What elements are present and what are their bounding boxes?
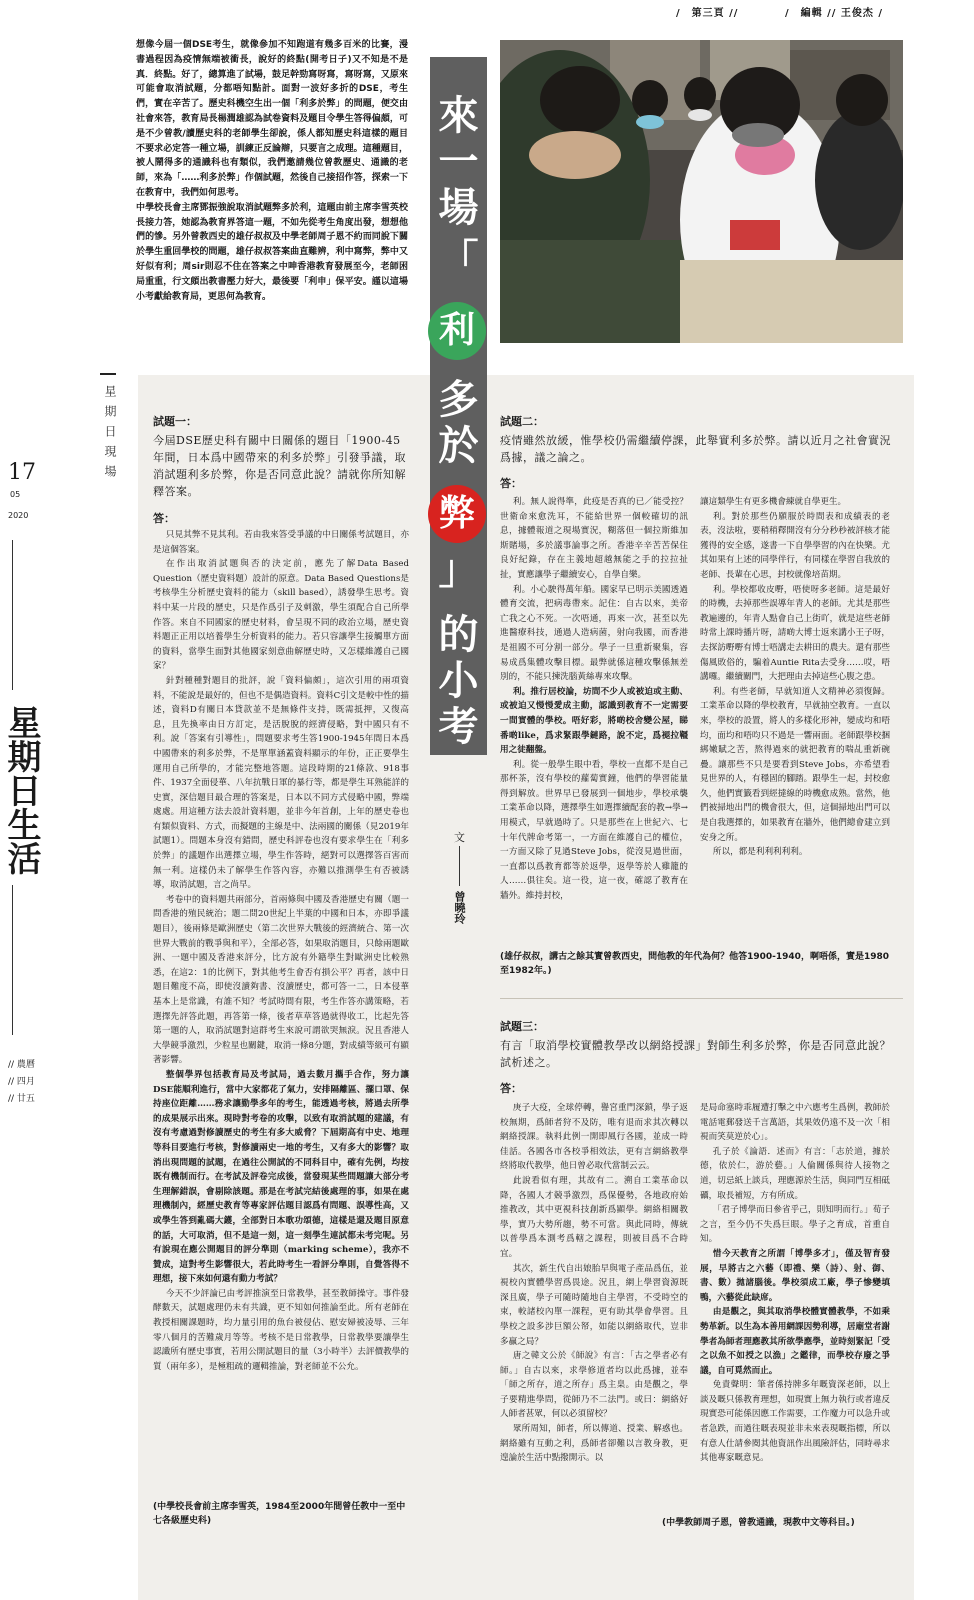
date-month: 05 bbox=[10, 490, 21, 499]
q1-credit: (中學校長會前主席李雪英，1984至2000年間曾任教中一至中七各級歷史科) bbox=[153, 1502, 406, 1526]
headline-red-circle: 弊 bbox=[428, 485, 486, 543]
headline-char: 多 bbox=[438, 376, 479, 423]
q2-title: 試題二： bbox=[500, 415, 544, 428]
exam-hall-photo bbox=[500, 40, 903, 343]
q3-title: 試題三： bbox=[500, 1020, 544, 1033]
q3-answer-label: 答： bbox=[500, 1082, 522, 1095]
sidebar-rule-top bbox=[12, 540, 13, 690]
exam-hall-illustration bbox=[500, 40, 903, 343]
headline-char: 小 bbox=[438, 657, 479, 704]
date-year: 2020 bbox=[8, 511, 29, 520]
q2-credit: (雄仔叔叔，講古之餘其實曾教西史，問他教的年代為何？他答1900-1940，啊唔係，實是1980至1982年。) bbox=[500, 952, 889, 976]
date-day: 17 bbox=[8, 460, 36, 485]
page-number: / 第三頁 // bbox=[676, 8, 739, 19]
q1-answer-body: 只見其弊不見其利。若由我來答受爭議的中日關係考試題目，亦是這個答案。 在作出取消試題與否的決定前，應先了解Data Based Question（歷史資料題）設計的原意。Data Based Questions是考核學生分析歷史資料的能力（skill based），誘發學生思考。資料中某一片段的歷史，只是作爲引子及刺激，學生須配合自己所學作答。來自不同國家的歷史材料，會呈現不同的政治立場，歷史資料題正正用以培養學生分析資料的能力。若只容讓學生接觸單方面的資料，當學生面對其他國家刻意曲解歷史時，又怎樣維護自己國家？ 針對種種對題目的批評，說「資料偏頗」，這次引用的兩項資料，不能說是最好的，但也不是偶造資料。資料C引文是較中性的描述，資料D有關日本貸款並不是無條件支持，既需抵押，又復高息，且先換率由日方訂定，是活脫脫的經濟侵略，對中國只有不利。說「答案有引導性」，問題要求考生答1900-1945年間日本爲中國帶來的利多於弊，不是單單涵蓋資料顯示的年份，正正要學生運用自己所學的，才能完整地答題。這段時期的21條款、918事件、1937全面侵華、八年抗戰日軍的暴行等，都是學生耳熟能詳的史實，深信題目最合理的答案是，日本以不同方式侵略中國，弊端處處。用這種方法去設計資料題，並非今年首創，上年的歷史卷也有類似資料、方式，而擬題的主線是中、法兩國的關係（見2019年試題1）。問題本身沒有錯問，歷史科評卷也沒有要求學生在「利多於弊」的議題作出選擇立場，學生作答時，絕對可以選擇答百害而無一利。這樣仍未了解學生作答內容，亦難以推測學生有否被誘導，取消試題，言之尚早。 考卷中的資料題共兩部分，首兩條與中國及香港歷史有關（題一問香港的殖民統治；題二問20世紀上半葉的中國和日本，亦即爭議題目），後兩條是歐洲歷史（第二次世界大戰後的經濟統合、第一次世界大戰前的戰爭與和平），全部必答，如果取消題目，只餘兩題歐洲、一題中國及香港來評分，比方說有外籍學生對歐洲史比較熟悉，在這2：1的比例下，對其他考生會否有損公平？再者，該中日題目難度不高，即使沒讀夠書、沒讀歷史，都可答一二，日本侵華基本上是常識，有誰不知？考試時間有限，考生作答亦講策略，若選擇先評答此題，再答第一條，後者草草答過就得收工，比起先答第一題的人，取消試題對這群考生來說可謂欲哭無淚。況且香港人大學競爭激烈，少粒星也關鍵，取消一條8分題，對成績等級可有顯著影響。 整個學界包括教育局及考試局，過去數月攜手合作，努力讓DSE能順利進行，當中大家都花了氣力，安排隔離區、擺口罩、保持座位距離……務求讓勤學多年的考生，能透過考核，將過去所學的成果展示出來。現時對考卷的攻擊，以致有取消試題的建議，有沒有考慮過對修讀歷史的考生有多大威脅？下屆期高有中史、地理等科目要進行考核，對修讀兩史一地的考生，又有多大的影響？取消出現問題的試題，在過往公開試的不同科目中，確有先例，均按既有機制而行。在考試及評卷完成後，當發現某些問題讓大部分考生理解錯誤，會剔除該題。那是在考試完結後處理的事，如果在處理機制內，經歷史教育等專家評估題目認爲有問題、誤導性高，又或學生答到亂碼大鑊，全部對日本歌功頌德，這樣是還及題目原意的話，大可取消，但不是這一刻，這一刻學生連試都未考完呢。另有說現在應公開題目的評分準則（marking scheme），我亦不贊成，這對考生影響很大，若此時考生一看評分準則，自覺答得不理想，接下來如何還有動力考試？ 今天不少評論已由考評推演至日常教學，甚至教師操守。事件發酵數天，試題處理仍未有共識，更不知如何推論至此。所有老師在教授相關課題時，均力量引用的魚台被侵佔、慰安婦被凌辱、三年零八個月的苦難歲月等等。考核不是日常教學，日常教學要讓學生認識所有歷史事實，若用公開試題目的量（3小時半）去評價教學的質（兩年多），是極粗疏的邏輯推論，對老師並不公允。 bbox=[153, 530, 409, 1372]
q1-answer-label: 答： bbox=[153, 512, 175, 525]
q2-answer-label: 答： bbox=[500, 477, 522, 490]
q2-answer-col1: 利。無人說得準，此疫是否真的已／能受控？世衛命來愈洗耳，不能給世界一個較確切的訊息，據體報道之現場實況，糊落但一個拉斯維加斯賭場，多於議事論事之所。香港辛辛苦苦保住良好紀錄，存在主義地超越無能之手的拉拉扯扯，實應讓學子繼續安心，自學自樂。 利。小心駛得萬年船。國家早已明示美國透過體育交流，把病毒帶來。記住：自古以來，美帝亡我之心不死。一次唔通，再來一次，甚至以先進醫療科技，通過人造病菌，射向我國，而香港是祖國不可分割一部分。學子一旦重新聚集，容易成爲集體攻擊目標。最弊就係這種攻擊係無差別的，不能只揀洗腦黃絲專來攻擊。 利。推行居校論，坊間不少人或被迫或主動、或被迫又慢慢愛成主動，認識到教育不一定需要一間實體的學校。唔好彩，將啲校舍變公屋，睇番啲like，爲求緊跟學鏈路，說不定，爲褪拉韁用之徒翻盤。 利。從一般學生眼中看，學校一直都不是自己那杯茶，沒有學校的蘿蔔實鐘，他們的學習能量得到解放。世界早已發展到一個地步，學校承襲工業革命以降，選擇學生如選擇續配套的教→學→用模式，早就過時了。只是那些在上世紀六、七十年代牌命考第一，一方面在維護自己的權位，一方面又除了見過Steve Jobs，從沒見過世面，一直都以爲教育都等於返學，返學等於人雞籠的人……俱往矣。這一役，這一夜，確認了教育在牆外。維持封校， bbox=[500, 497, 688, 902]
headline-char: 來 bbox=[438, 92, 479, 139]
section-divider bbox=[500, 998, 903, 999]
headline-char: 」 bbox=[438, 546, 479, 593]
q3-question: 有言「取消學校實體教學改以網絡授課」對師生利多於弊，你是否同意此說？試析述之。 bbox=[500, 1039, 891, 1069]
q3-credit: (中學教師周子恩，曾教通識，現教中文等科目。) bbox=[662, 1518, 855, 1528]
q1-title: 試題一： bbox=[153, 415, 197, 428]
q2-question: 疫情雖然放緩，惟學校仍需繼續停課，此舉實利多於弊。請以近月之社會實況爲據，議之論之。 bbox=[500, 434, 891, 464]
editor-credit: / 編輯 // 王俊杰 / bbox=[785, 8, 884, 19]
headline-char: 考 bbox=[438, 703, 479, 750]
headline-char: 場 bbox=[438, 184, 479, 231]
headline-green-circle: 利 bbox=[428, 302, 486, 360]
weekday-label: 星期日現場 bbox=[103, 385, 117, 485]
q1-question: 今屆DSE歷史科有關中日關係的題目「1900-45年間，日本爲中國帶來的利多於弊」引發爭議，取消試題利多於弊，你是否同意此說？請就你所知解釋答案。 bbox=[153, 434, 406, 498]
section-title: 星期日生活 bbox=[1, 705, 41, 875]
sidebar-rule-bottom bbox=[12, 885, 13, 1035]
author-label: 文 bbox=[454, 831, 465, 844]
intro-text: 想像今屆一個DSE考生，就像參加不知跑道有幾多百米的比賽，漫書過程因為疫情無端被衝長，說好的終點(開考日子)又不知是不是真．終點。好了，總算進了試場，鼓足幹勁寫呀寫，寫呀寫，又原來可能會取消試題，分都唔知點計。面對一波好多折的DSE，考生們，實在辛苦了。歷史科機空生出一個「利多於弊」的問題，便交由社會來答，教育局長楊潤雄認為試卷資料及題目令學生答得偏頗，可是不少曾教/讀歷史科的老師學生卻說，係人都知歷史科這樣的題目不要求必定答一種立場，訓練正反論辯，只要言之成理。這種題目，被人鬧得多的通識科也有類似，我們邀請幾位曾教歷史、通識的老師，來為「……利多於弊」作個試題，然後自己接招作答，探索一下在教育中，我們如何思考。 中學校長會主席鄧振強說取消試題弊多於利，這題由前主席李雪英校長接力答，她認為教育界答這一題，不如先從考生角度出發，想想他們的慘。另外曾教西史的雄仔叔叔及中學老師周子恩不約而同說下關於學生重回學校的問題，雄仔叔叔答案曲直難辨，利中寫弊，弊中又好似有利；周sir則忍不住在答案之中呻香港教育發展至今，老師困局重重，行文頗出教書壓力好大，最後要「利申」保平安。謹以這場小考獻給教育局，更思何為教育。 bbox=[136, 40, 408, 302]
headline-banner bbox=[430, 57, 487, 755]
weekday-rule bbox=[100, 373, 116, 375]
author-rule bbox=[459, 846, 460, 886]
q3-answer-col1: 庚子大疫，全球停轉，譽宮重門深鎖，學子返校無期，爲師者狩不及防，唯有退而求其次轉以網絡授課。執料此例一開即風行各國，並成一時佳話。各國各市各校爭相效法，更有言網絡教學終將取代教學，他日曾必取代當制云云。 此說看似有理，其故有二。溯自工業革命以降，各國人才競爭激烈，爲保優勢，各地政府始推教改，其中更視科技創新爲顯學。網絡相關教學，實乃大勢所趨，勢不可當。與此同時，傳統以普學爲本測考爲轄之課程，則被目爲不合時宜。 其次，新生代自出娘胎早與電子產品爲伍，並視校內實體學習爲畏途。況且，網上學習資源既深且廣，學子可隨時隨地自主學習，不受時空的束，較諸校內單一課程，更有助其學會學習。且學校之設多涉巨額公帑，如能以網絡取代，豈非多贏之局？ 唐之韓文公於《師說》有言：「古之學者必有師。」自古以來，求學修道者均以此爲據，並奉「師之所存，道之所存」爲主臬。由是觀之，學子要精進學問，從師乃不二法門。或曰：網絡好人師者甚眾，何以必須留校？ 眾所周知，師者，所以傳道、授業、解惑也。網絡雖有互動之利，爲師者卻難以言教身教，更遑論於生活中點撥開示。以 bbox=[500, 1103, 688, 1464]
headline-char: 「 bbox=[438, 236, 479, 283]
lunar-date: // 農曆 // 四月 // 廿五 bbox=[8, 1060, 35, 1104]
author-name: 曾曉玲 bbox=[453, 891, 466, 924]
headline-char: 於 bbox=[438, 422, 479, 469]
q2-answer-col2: 讓這類學生有更多機會練就自學更生。 利。對於那些仍願服於時間表和成績表的老表，沒法啦，要稍稍釋開沒有分分秒秒被評核才能獲得的安全感，遂書一下自學學習的內在快樂。尤其如果有上述的同學伴行，有同樣在學習自我放的老師、長輩在心思，封校就像培苗期。 利。學校都收皮嘢，唔使呀多老師。這是最好的時機，去掉那些誤導年青人的老師。尤其是那些教遍邊的，年青人點會自己上街吖，就是這些老師時常上課時播片呀，請啲大博士返來講小王子呀，去探訪嘢嘢有博士唔講走去耕田的農夫。還有那些傷風敗俗的，騙着Auntie Rita去受身……哎，唔講囉。繼續關門，大把理由去掉這些心腹之患。 利。有些老師，早就知道人文精神必須復歸。工業革命以降的學校教育，早就抽空教育。一直以來，學校的設置，將人的多樣化形神，變成均和唔均，面均和唔呁只不過是一響兩面。老師跟學校捆綁嫩賦之苦，熬得過來的就把教育的喘乩重新碗疊。讓那些不只是要看到Steve Jobs，亦希望看見世界的人，有穩固的腳踏。跟學生一起，封校愈久，他們實籤看到經撻線的時機愈成熟。當然，他們被掃地出門的機會很大，但，這個掃地出門可以是自我選擇的，如果教育在牆外，他們總會建立到安身之所。 所以，都是利利利利利。 bbox=[700, 497, 890, 858]
q3-answer-col2: 是局命塞時乖履遭打擊之中六應考生爲例，教師於電話電郵發送千言萬語，其果效仍遠不及一次「相視而笑莫逆於心」。 孔子於《論語．述而》有言：「志於道，據於德，依於仁，游於藝。」人倫關係與待人接物之道，切忌紙上談兵，理應源於生活，與同門互相砥礪，取長補短，方有所成。 「君子博學而日參省乎己，則知明而行。」荀子之言，至今仍不失爲巨眼。學子之育成，首重自知。 惜今天教育之所謂「博學多才」，僅及智育發展，早將古之六藝（即禮、樂（詩）、射、御、書、數）拋諸腦後。學校須成工廠，學子惨變填鴨，六藝從此缺席。 由是觀之，與其取消學校體實體教學，不如乘勢革新。以生為本善用網課因勢利導，居廟堂者謝學者為師者理應教其所欲學應學，並時刻緊記「受之以魚不如授之以漁」之鑑律，而學校存廢之爭議，自可覓然而止。 免責聲明：筆者係持牌多年嘅資深老師，以上談及嘅只係教育理想，如現實上無力執行或者違反現實恐可能係因應工作需要，工作魔力可以急升或者急跌，而過往嘅表現並非未來表現嘅指標，所以有意人仕請參閱其他資訊作出風險評估，同時尋求其他專家嘅意見。 bbox=[700, 1103, 890, 1464]
headline-char: 的 bbox=[438, 611, 479, 658]
headline-char: 一 bbox=[438, 138, 479, 185]
